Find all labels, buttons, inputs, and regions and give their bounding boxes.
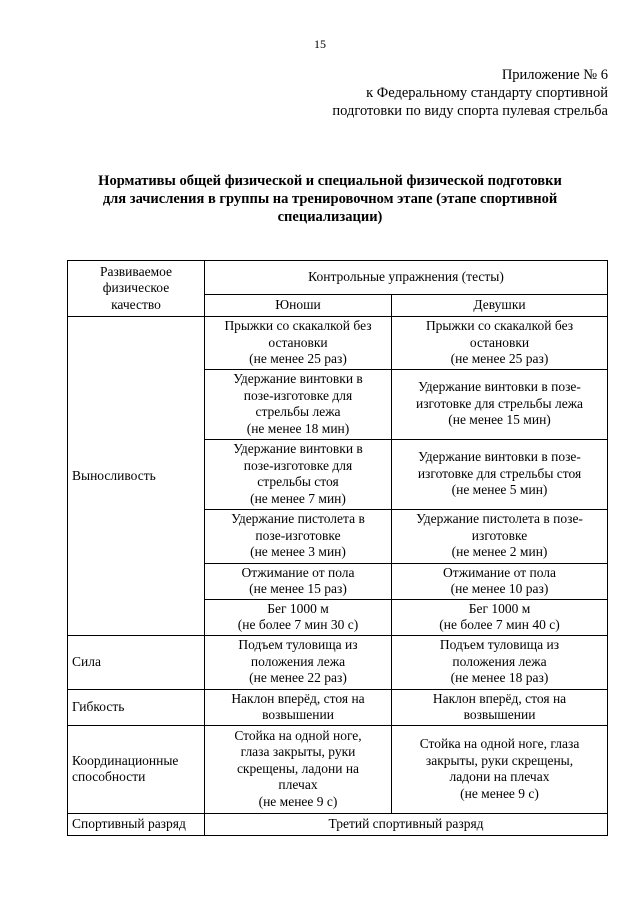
cell-line: возвышении <box>262 707 334 722</box>
girls-cell <box>392 635 608 689</box>
cell-line: Бег 1000 м <box>468 600 531 616</box>
cell-line: способности <box>72 769 146 784</box>
cell-line: плечах <box>278 777 318 793</box>
table-row <box>68 635 608 689</box>
document-title <box>80 172 580 226</box>
cell-line: изготовке для стрельбы стоя <box>417 465 582 481</box>
header-line: качество <box>111 296 161 312</box>
norms-table <box>67 260 608 836</box>
boys-cell <box>205 635 392 689</box>
cell-line: позе-изготовке для <box>243 457 353 473</box>
cell-line: ладони на плечах <box>449 769 550 784</box>
cell-line: Отжимание от пола <box>241 564 355 580</box>
cell-line: Удержание винтовки в позе- <box>418 449 581 465</box>
cell-line: (не более 7 мин 30 с) <box>237 617 359 632</box>
cell-line: (не менее 18 мин) <box>246 420 350 436</box>
cell-line: (не менее 9 с) <box>460 785 539 801</box>
table-row <box>68 317 608 370</box>
cell-line: (не менее 25 раз) <box>249 351 347 366</box>
cell-line: (не менее 3 мин) <box>250 544 346 560</box>
cell-line: позе-изготовке для <box>243 387 353 403</box>
cell-line: (не более 7 мин 40 с) <box>439 617 560 632</box>
cell-line: (не менее 2 мин) <box>451 544 548 560</box>
appendix-line: Приложение № 6 <box>501 67 608 83</box>
boys-cell <box>205 317 392 370</box>
cell-line: (не менее 22 раз) <box>249 670 347 686</box>
cell-line: (не менее 15 раз) <box>249 581 347 596</box>
cell-line: Удержание пистолета в позе- <box>416 511 583 527</box>
cell-line: (не менее 10 раз) <box>450 581 549 596</box>
cell-line: изготовке для стрельбы лежа <box>416 395 584 411</box>
boys-cell <box>205 725 392 813</box>
cell-line: Наклон вперёд, стоя на <box>231 690 365 706</box>
girls-cell <box>392 317 608 370</box>
cell-line: возвышении <box>463 707 536 722</box>
rank-value: Третий спортивный разряд <box>205 813 608 835</box>
cell-line: остановки <box>268 334 328 350</box>
cell-line: Стойка на одной ноге, глаза <box>419 736 580 751</box>
header-line: Развиваемое <box>99 263 173 279</box>
cell-line: Подъем туловища из <box>439 637 560 653</box>
cell-line: Удержание винтовки в позе- <box>418 379 581 395</box>
girls-cell <box>392 725 608 813</box>
cell-line: Бег 1000 м <box>267 600 329 616</box>
cell-line: Наклон вперёд, стоя на <box>432 690 567 706</box>
cell-line: скрещены, ладони на <box>236 760 360 776</box>
cell-line: Удержание винтовки в <box>233 441 363 456</box>
header-quality <box>68 261 205 317</box>
cell-line: положения лежа <box>452 653 547 669</box>
cell-line: Подъем туловища из <box>238 637 358 653</box>
girls-cell <box>392 509 608 563</box>
header-boys: Юноши <box>205 295 392 317</box>
girls-cell <box>392 689 608 725</box>
cell-line: остановки <box>469 334 530 350</box>
cell-line: Удержание винтовки в <box>233 371 363 386</box>
cell-line: (не менее 25 раз) <box>450 351 549 366</box>
boys-cell <box>205 563 392 599</box>
appendix-line: к Федеральному стандарту спортивной <box>366 85 608 101</box>
header-line: физическое <box>102 280 170 296</box>
cell-line: (не менее 9 с) <box>258 793 338 809</box>
quality-rank: Спортивный разряд <box>68 813 205 835</box>
table-row <box>68 689 608 725</box>
girls-cell <box>392 439 608 509</box>
cell-line: (не менее 5 мин) <box>451 482 548 498</box>
cell-line: закрыты, руки скрещены, <box>425 752 574 768</box>
cell-line: позе-изготовке <box>255 527 341 543</box>
boys-cell <box>205 439 392 509</box>
header-exercises: Контрольные упражнения (тесты) <box>205 261 608 295</box>
boys-cell <box>205 369 392 439</box>
header-girls: Девушки <box>392 295 608 317</box>
cell-line: Прыжки со скакалкой без <box>425 318 574 333</box>
cell-line: изготовке <box>471 527 528 543</box>
title-line: для зачисления в группы на тренировочном этапе (этапе спортивной <box>102 191 558 207</box>
appendix-header <box>278 66 608 120</box>
boys-cell <box>205 599 392 635</box>
boys-cell <box>205 509 392 563</box>
table-header-row <box>68 261 608 295</box>
quality-endurance: Выносливость <box>68 317 205 636</box>
cell-line: положения лежа <box>250 653 346 669</box>
quality-flexibility: Гибкость <box>68 689 205 725</box>
girls-cell <box>392 369 608 439</box>
girls-cell <box>392 599 608 635</box>
cell-line: (не менее 7 мин) <box>250 490 346 506</box>
girls-cell <box>392 563 608 599</box>
cell-line: стрельбы лежа <box>255 404 341 419</box>
cell-line: стрельбы стоя <box>257 474 339 489</box>
title-line: специализации) <box>277 209 383 225</box>
title-line: Нормативы общей физической и специальной физической подготовки <box>98 173 562 189</box>
cell-line: Прыжки со скакалкой без <box>224 318 372 333</box>
table-row <box>68 725 608 813</box>
cell-line: (не менее 18 раз) <box>450 670 549 686</box>
cell-line: Отжимание от пола <box>443 564 556 580</box>
table-row <box>68 813 608 835</box>
cell-line: глаза закрыты, руки <box>240 744 356 760</box>
quality-coordination <box>68 725 205 813</box>
page-number: 15 <box>314 37 326 51</box>
boys-cell <box>205 689 392 725</box>
appendix-line: подготовки по виду спорта пулевая стрельба <box>332 103 608 119</box>
cell-line: Координационные <box>72 752 179 768</box>
cell-line: (не менее 15 мин) <box>448 412 551 428</box>
cell-line: Удержание пистолета в <box>231 511 365 527</box>
cell-line: Стойка на одной ноге, <box>234 727 362 743</box>
quality-strength: Сила <box>68 635 205 689</box>
